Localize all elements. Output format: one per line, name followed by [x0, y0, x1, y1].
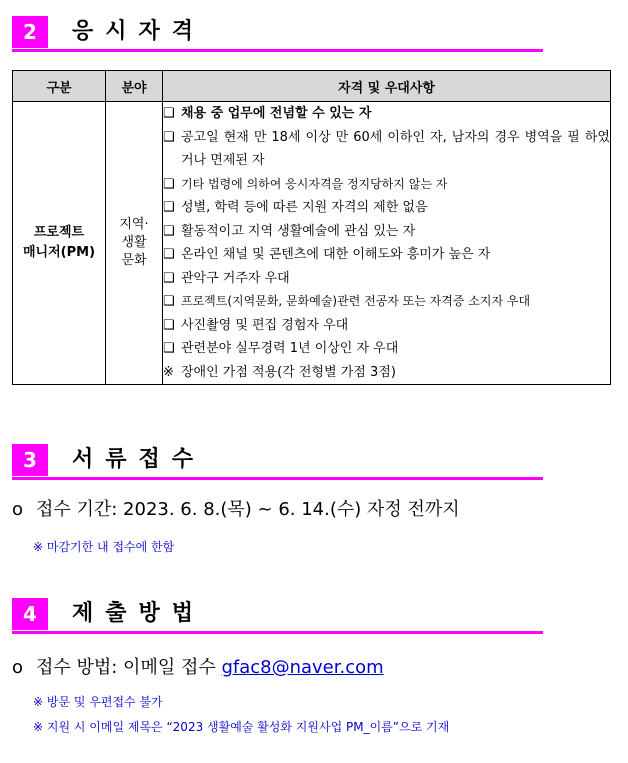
qualification-text: 활동적이고 지역 생활예술에 관심 있는 자 [181, 223, 416, 239]
role-line: 프로젝트 [33, 225, 85, 240]
checkbox-icon: ❑ [163, 106, 175, 121]
checkbox-icon: ❑ [163, 200, 175, 215]
checkbox-icon: ❑ [163, 270, 175, 286]
qualification-text: 장애인 가점 적용(각 전형별 가점 3점) [181, 364, 396, 380]
qualification-text: 관악구 거주자 우대 [181, 270, 290, 286]
qualification-text: 채용 중 업무에 전념할 수 있는 자 [181, 106, 372, 121]
submission-note: ※ 지원 시 이메일 제목은 “2023 생활예술 활성화 지원사업 PM_이름”으로 기재 [33, 720, 450, 734]
qualification-text: 온라인 채널 및 콘텐츠에 대한 이해도와 흥미가 높은 자 [181, 247, 491, 262]
qualification-item [163, 196, 610, 220]
qualification-item [163, 173, 610, 197]
section-number: 4 [12, 598, 48, 630]
header-field: 분야 [106, 71, 163, 102]
qualification-table [12, 70, 611, 385]
checkbox-icon: ❑ [163, 341, 175, 356]
role-line: 매니저(PM) [22, 245, 96, 260]
section-underline [12, 49, 543, 52]
application-period [12, 497, 460, 523]
section-title: 제출방법 [72, 601, 206, 626]
checkbox-icon: ❑ [163, 223, 175, 239]
section-number: 3 [12, 444, 48, 476]
field-line: 생활 [121, 235, 147, 250]
qualification-text: 프로젝트(지역문화, 문화예술)관련 전공자 또는 자격증 소지자 우대 [181, 294, 531, 308]
checkbox-icon: ❑ [163, 247, 175, 262]
section-number: 2 [12, 16, 48, 48]
qualification-note [163, 361, 610, 385]
qualification-text: 공고일 현재 만 18세 이상 만 60세 이하인 자, 남자의 경우 병역을 필 하였거나 면제된 자 [181, 129, 610, 168]
qualification-item [163, 102, 610, 126]
qualification-item [163, 337, 610, 361]
checkbox-icon: ❑ [163, 176, 175, 192]
deadline-note: ※ 마감기한 내 접수에 한함 [33, 540, 175, 554]
section-underline [12, 477, 543, 480]
header-qualifications: 자격 및 우대사항 [163, 71, 611, 102]
submission-method-text: 접수 방법: 이메일 접수 [36, 657, 222, 678]
field-line: 문화 [121, 253, 147, 268]
qualification-text: 관련분야 실무경력 1년 이상인 자 우대 [181, 341, 399, 356]
qualification-item [163, 290, 610, 314]
table-row [13, 102, 611, 385]
submission-note: ※ 방문 및 우편접수 불가 [33, 695, 163, 709]
bullet-icon: o [12, 499, 24, 520]
section-title: 서류접수 [72, 447, 206, 472]
section-title: 응시자격 [72, 19, 206, 44]
field-line: 지역· [119, 217, 149, 232]
qualification-item [163, 314, 610, 338]
qualification-text: 기타 법령에 의하여 응시자격을 정지당하지 않는 자 [181, 176, 448, 191]
bullet-icon: o [12, 657, 24, 678]
section-3-header [12, 444, 543, 476]
qualification-text: 사진촬영 및 편집 경험자 우대 [181, 317, 349, 333]
qualification-item [163, 126, 610, 173]
qualifications-cell [163, 102, 611, 385]
checkbox-icon: ❑ [163, 294, 175, 309]
checkbox-icon: ❑ [163, 317, 175, 333]
qualification-item [163, 267, 610, 291]
email-link[interactable]: gfac8@naver.com [221, 657, 384, 678]
section-4-header [12, 598, 543, 630]
submission-method [12, 655, 384, 681]
application-period-text: 접수 기간: 2023. 6. 8.(목) ~ 6. 14.(수) 자정 전까지 [36, 499, 460, 520]
checkbox-icon: ❑ [163, 129, 175, 145]
header-category: 구분 [13, 71, 106, 102]
role-cell [13, 102, 106, 385]
qualification-item [163, 220, 610, 244]
qualification-item [163, 243, 610, 267]
section-underline [12, 631, 543, 634]
reference-mark-icon: ※ [163, 364, 174, 380]
qualification-text: 성별, 학력 등에 따른 지원 자격의 제한 없음 [181, 200, 428, 215]
field-cell [106, 102, 163, 385]
section-2-header [12, 16, 543, 48]
table-header-row [13, 71, 611, 102]
